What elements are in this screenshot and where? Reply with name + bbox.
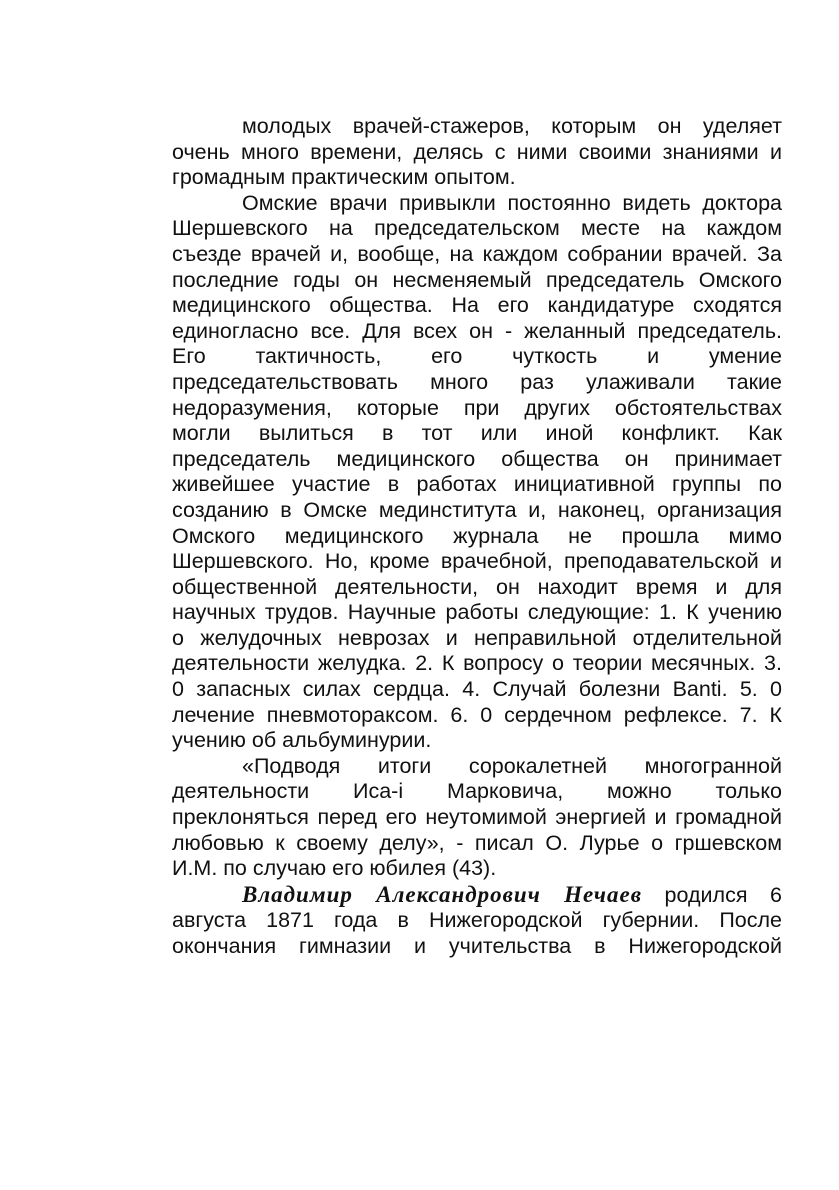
text-fragment: родился 6 [641,882,782,907]
text-line: съезде врачей и, вообще, на каждом собрании врачей. За [172,241,782,266]
text-line: учению об альбуминурии. [172,728,432,753]
text-line [172,882,782,909]
text-line: председатель медицинского общества он принимает [172,446,782,471]
text-line: «Подводя итоги сорокалетней многогранной [242,753,782,778]
text-line: общественной деятельности, он находит время и для [172,574,782,599]
text-line: единогласно все. Для всех он - желанный председатель. [172,318,782,343]
text-line: Шершевского на председательском месте на каждом [172,216,782,241]
text-line: лечение пневмотораксом. 6. 0 сердечном рефлексе. 7. К [172,702,782,727]
text-line: Омского медицинского журнала не прошла мимо [172,523,782,548]
paragraph-4 [172,882,782,960]
text-line: Его тактичность, его чуткость и умение [172,344,782,369]
text-line: живейшее участие в работах инициативной группы по [172,472,782,497]
paragraph-1 [172,114,782,191]
text-line: Шершевского. Но, кроме врачебной, преподавательской и [172,549,782,574]
paragraph-3 [172,754,782,882]
text-line: последние годы он несменяемый председатель Омского [172,267,782,292]
text-line: недоразумения, которые при других обстоятельствах [172,395,782,420]
text-line: 0 запасных силах сердца. 4. Случай болезни Banti. 5. 0 [172,677,782,702]
text-line: деятельности желудка. 2. К вопросу о теории месячных. 3. [172,651,782,676]
paragraph-2 [172,191,782,754]
text-line: научных трудов. Научные работы следующие: 1. К учению [172,600,782,625]
text-line: очень много времени, делясь с ними своими знаниями и [172,139,782,164]
text-line: громадным практическим опытом. [172,165,516,190]
person-name: Владимир Александрович Нечаев [242,881,642,907]
text-line: И.М. по случаю его юбилея (43). [172,856,497,881]
text-line: любовью к своему делу», - писал О. Лурье о гршевском [172,830,782,855]
text-line: медицинского общества. На его кандидатуре сходятся [172,293,782,318]
text-line: молодых врачей-стажеров, которым он уделяет [242,114,782,138]
text-line: могли вылиться в тот или иной конфликт. Как [172,421,782,446]
document-page [172,114,782,960]
text-line: преклоняться перед его неутомимой энергией и громадной [172,805,782,830]
text-line: августа 1871 года в Нижегородской губернии. После [172,908,782,933]
text-line: Омские врачи привыкли постоянно видеть доктора [242,190,782,215]
text-line: о желудочных неврозах и неправильной отделительной [172,625,782,650]
text-line: созданию в Омске мединститута и, наконец, организация [172,497,782,522]
text-line: деятельности Иса-і Марковича, можно только [172,779,782,804]
text-line: председательствовать много раз улаживали такие [172,369,782,394]
text-line: окончания гимназии и учительства в Нижегородской [172,934,782,958]
